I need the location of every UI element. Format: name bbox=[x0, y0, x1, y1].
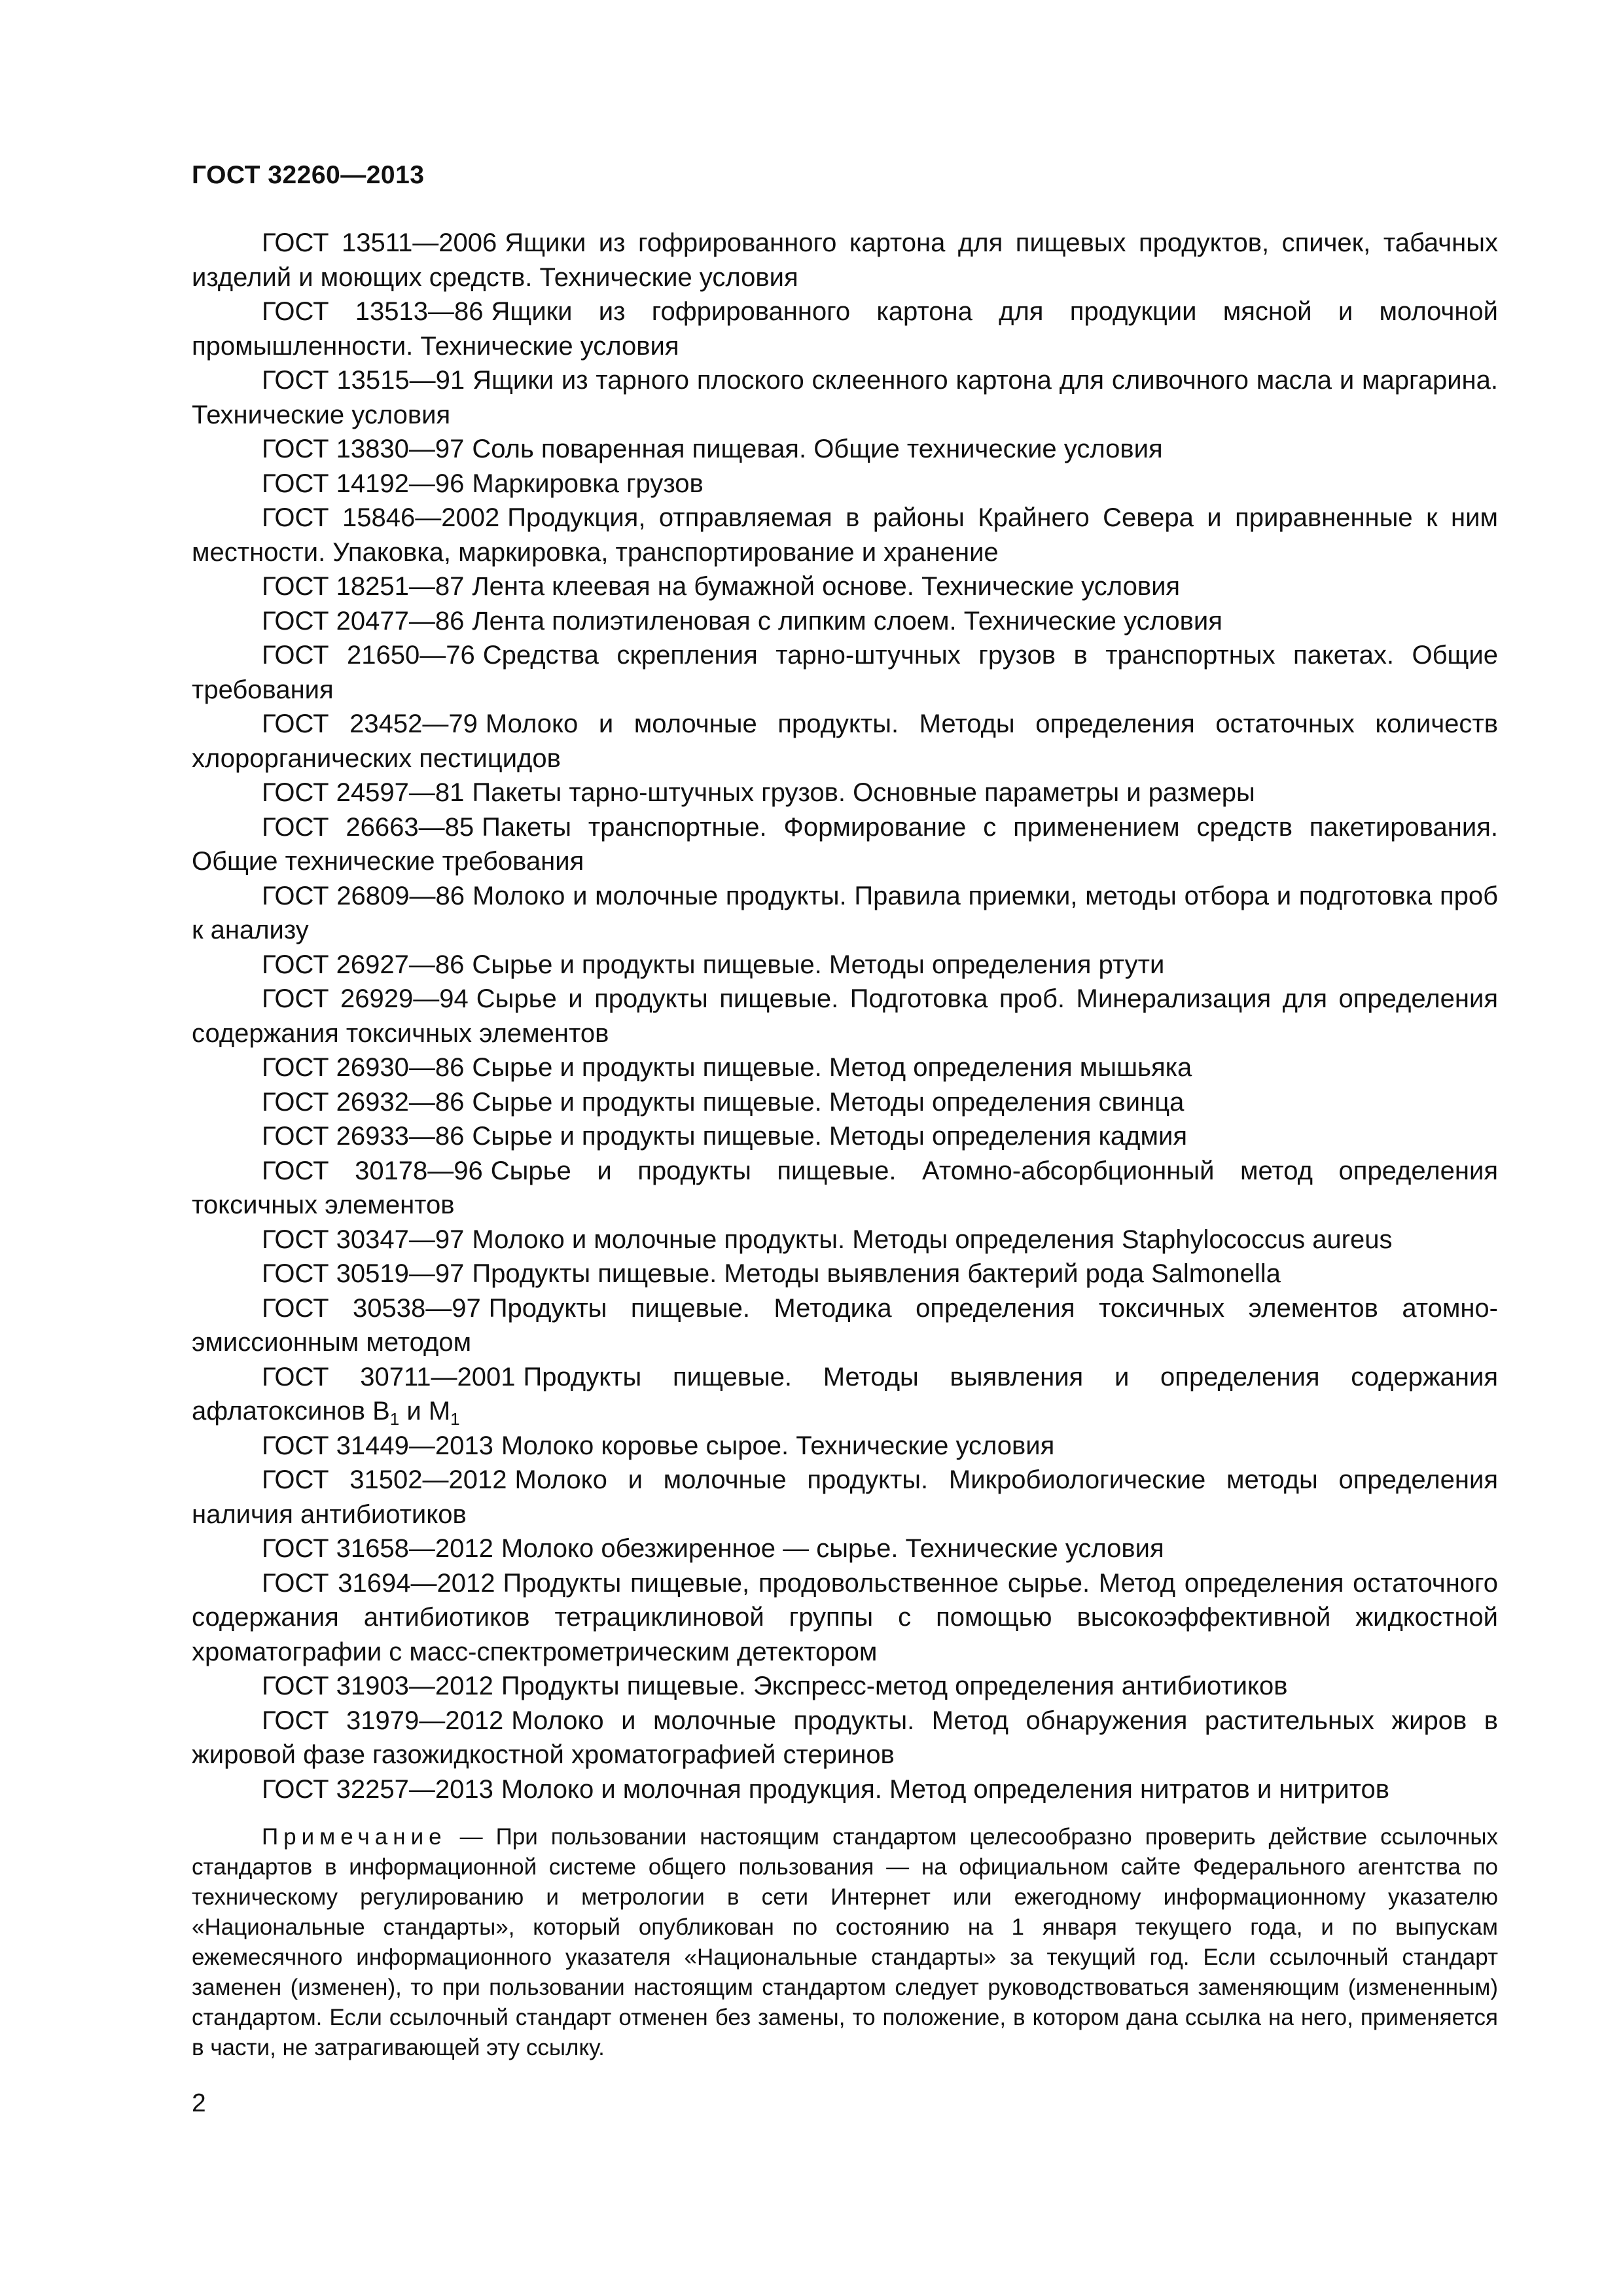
reference-title: Сырье и продукты пищевые. Методы определения кадмия bbox=[472, 1122, 1187, 1151]
reference-item bbox=[192, 363, 1498, 432]
reference-title: Продукция, отправляемая в районы Крайнего Севера и приравненные к ним местности. Упаковка, маркировка, транспортирование и хранение bbox=[192, 503, 1498, 567]
reference-code: ГОСТ 24597—81 bbox=[262, 778, 465, 807]
reference-code: ГОСТ 13513—86 bbox=[262, 297, 484, 326]
reference-title: Соль поваренная пищевая. Общие технические условия bbox=[472, 435, 1163, 463]
reference-code: ГОСТ 13515—91 bbox=[262, 366, 465, 395]
reference-item bbox=[192, 1429, 1498, 1463]
reference-title: Ящики из гофрированного картона для пищевых продуктов, спичек, табачных изделий и моющих средств. Технические условия bbox=[192, 228, 1498, 292]
reference-title: Ящики из гофрированного картона для продукции мясной и молочной промышленности. Технические условия bbox=[192, 297, 1498, 361]
reference-item bbox=[192, 1119, 1498, 1154]
reference-item bbox=[192, 1566, 1498, 1670]
reference-title: Молоко коровье сырое. Технические условия bbox=[501, 1431, 1055, 1460]
page-header-standard: ГОСТ 32260—2013 bbox=[192, 161, 425, 189]
reference-title: Молоко и молочные продукты. Методы определения остаточных количеств хлорорганических пестицидов bbox=[192, 709, 1498, 773]
reference-title-mid: и M bbox=[399, 1397, 451, 1426]
reference-title: Сырье и продукты пищевые. Атомно-абсорбционный метод определения токсичных элементов bbox=[192, 1156, 1498, 1219]
reference-code: ГОСТ 30519—97 bbox=[262, 1259, 465, 1288]
subscript: 1 bbox=[450, 1409, 460, 1429]
reference-code: ГОСТ 26663—85 bbox=[262, 812, 474, 842]
note-text: — При пользовании настоящим стандартом целесообразно проверить действие ссылочных стандартов в информационной системе общего пользования — на официальном сайте Федерального агентства по техническому регулированию и метрологии в сети Интернет или ежегодному информационному указателю «Национальные стандарты», который опубликован по состоянию на 1 января текущего года, и по выпускам ежемесячного информационного указателя «Национальные стандарты» за текущий год. Если ссылочный стандарт заменен (изменен), то при пользовании настоящим стандартом следует руководствоваться заменяющим (измененным) стандартом. Если ссылочный стандарт отменен без замены, то положение, в котором дана ссылка на него, применяется в части, не затрагивающей эту ссылку. bbox=[192, 1824, 1498, 2060]
reference-title: Молоко и молочная продукция. Метод определения нитратов и нитритов bbox=[501, 1774, 1389, 1804]
reference-code: ГОСТ 26933—86 bbox=[262, 1122, 465, 1151]
reference-code: ГОСТ 26927—86 bbox=[262, 950, 465, 979]
reference-code: ГОСТ 26809—86 bbox=[262, 881, 465, 910]
reference-code: ГОСТ 31979—2012 bbox=[262, 1706, 504, 1735]
reference-code: ГОСТ 30347—97 bbox=[262, 1225, 465, 1254]
reference-title: Средства скрепления тарно-штучных грузов в транспортных пакетах. Общие требования bbox=[192, 641, 1498, 704]
reference-code: ГОСТ 31449—2013 bbox=[262, 1431, 493, 1460]
reference-code: ГОСТ 32257—2013 bbox=[262, 1774, 493, 1804]
reference-item bbox=[192, 432, 1498, 467]
reference-item bbox=[192, 569, 1498, 604]
reference-code: ГОСТ 20477—86 bbox=[262, 606, 465, 636]
reference-item bbox=[192, 226, 1498, 295]
subscript: 1 bbox=[389, 1409, 400, 1429]
reference-title: Молоко и молочные продукты. Правила приемки, методы отбора и подготовка проб к анализу bbox=[192, 881, 1499, 944]
reference-code: ГОСТ 23452—79 bbox=[262, 709, 478, 738]
reference-title: Лента клеевая на бумажной основе. Технические условия bbox=[472, 572, 1181, 601]
references-list bbox=[192, 226, 1498, 1806]
reference-item bbox=[192, 604, 1498, 639]
reference-item bbox=[192, 1463, 1498, 1532]
reference-title: Сырье и продукты пищевые. Метод определения мышьяка bbox=[472, 1053, 1192, 1082]
reference-code: ГОСТ 15846—2002 bbox=[262, 503, 500, 532]
reference-code: ГОСТ 14192—96 bbox=[262, 469, 465, 498]
reference-item bbox=[192, 1704, 1498, 1772]
reference-item bbox=[192, 295, 1498, 363]
reference-code: ГОСТ 31502—2012 bbox=[262, 1465, 507, 1494]
reference-item bbox=[192, 467, 1498, 501]
note-label: Примечание bbox=[262, 1824, 447, 1850]
reference-title: Молоко и молочные продукты. Метод обнаружения растительных жиров в жировой фазе газожидкостной хроматографией стеринов bbox=[192, 1706, 1498, 1769]
reference-code: ГОСТ 21650—76 bbox=[262, 641, 475, 670]
reference-item bbox=[192, 707, 1498, 776]
reference-item bbox=[192, 879, 1498, 948]
reference-code: ГОСТ 26932—86 bbox=[262, 1087, 465, 1117]
reference-code: ГОСТ 30178—96 bbox=[262, 1156, 483, 1185]
reference-item bbox=[192, 1257, 1498, 1291]
reference-item bbox=[192, 1360, 1498, 1429]
reference-item bbox=[192, 1772, 1498, 1807]
reference-title: Сырье и продукты пищевые. Подготовка проб. Минерализация для определения содержания токсичных элементов bbox=[192, 984, 1498, 1048]
reference-item bbox=[192, 1532, 1498, 1566]
reference-title: Пакеты тарно-штучных грузов. Основные параметры и размеры bbox=[472, 778, 1255, 807]
reference-title: Маркировка грузов bbox=[472, 469, 704, 498]
reference-code: ГОСТ 13511—2006 bbox=[262, 228, 497, 257]
reference-title: Продукты пищевые. Методика определения токсичных элементов атомно-эмиссионным методом bbox=[192, 1293, 1498, 1357]
reference-title: Продукты пищевые, продовольственное сырье. Метод определения остаточного содержания антибиотиков тетрациклиновой группы с помощью высокоэффективной жидкостной хроматографии с масс-спектрометрическим детектором bbox=[192, 1568, 1498, 1666]
reference-title: Продукты пищевые. Экспресс-метод определения антибиотиков bbox=[501, 1672, 1288, 1700]
page-number: 2 bbox=[192, 2089, 206, 2117]
reference-code: ГОСТ 31658—2012 bbox=[262, 1534, 493, 1563]
reference-code: ГОСТ 30711—2001 bbox=[262, 1362, 516, 1391]
reference-item bbox=[192, 638, 1498, 707]
reference-title: Сырье и продукты пищевые. Методы определения свинца bbox=[472, 1087, 1185, 1117]
reference-title-main: Продукты пищевые. Методы выявления и определения содержания афлатоксинов B bbox=[192, 1362, 1498, 1426]
reference-item bbox=[192, 1154, 1498, 1223]
reference-title: Сырье и продукты пищевые. Методы определения ртути bbox=[472, 950, 1165, 979]
reference-code: ГОСТ 30538—97 bbox=[262, 1293, 481, 1323]
note-paragraph bbox=[192, 1822, 1498, 2063]
reference-item bbox=[192, 1669, 1498, 1704]
reference-title: Молоко обезжиренное — сырье. Технические условия bbox=[501, 1534, 1164, 1563]
reference-code: ГОСТ 31694—2012 bbox=[262, 1568, 495, 1598]
reference-title: Пакеты транспортные. Формирование с применением средств пакетирования. Общие технические требования bbox=[192, 812, 1498, 876]
reference-title: Лента полиэтиленовая с липким слоем. Технические условия bbox=[472, 606, 1222, 636]
reference-code: ГОСТ 26930—86 bbox=[262, 1053, 465, 1082]
reference-title: Ящики из тарного плоского склеенного картона для сливочного масла и маргарина. Технические условия bbox=[192, 366, 1498, 429]
reference-item bbox=[192, 776, 1498, 810]
reference-code: ГОСТ 13830—97 bbox=[262, 435, 465, 463]
reference-item bbox=[192, 1291, 1498, 1360]
reference-item bbox=[192, 501, 1498, 569]
reference-item bbox=[192, 982, 1498, 1050]
reference-title: Продукты пищевые. Методы выявления бактерий рода Salmonella bbox=[472, 1259, 1281, 1288]
reference-item bbox=[192, 1085, 1498, 1120]
reference-code: ГОСТ 31903—2012 bbox=[262, 1672, 493, 1700]
reference-item bbox=[192, 948, 1498, 982]
reference-item bbox=[192, 1050, 1498, 1085]
reference-code: ГОСТ 18251—87 bbox=[262, 572, 465, 601]
reference-title: Молоко и молочные продукты. Микробиологические методы определения наличия антибиотиков bbox=[192, 1465, 1498, 1529]
reference-item bbox=[192, 810, 1498, 879]
reference-item bbox=[192, 1223, 1498, 1257]
reference-title: Молоко и молочные продукты. Методы определения Staphylococcus aureus bbox=[472, 1225, 1393, 1254]
reference-code: ГОСТ 26929—94 bbox=[262, 984, 469, 1013]
